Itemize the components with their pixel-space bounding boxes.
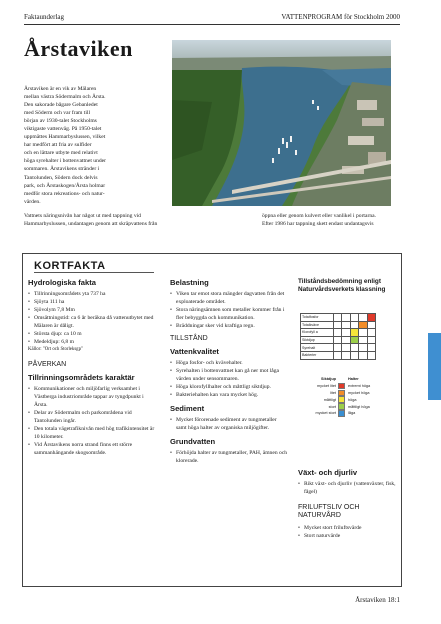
class-row-label: Syrehalt	[301, 344, 334, 352]
kortfakta-heading-text: KORTFAKTA	[34, 260, 106, 272]
class-legend	[300, 376, 396, 417]
hydro-title: Hydrologiska fakta	[28, 278, 96, 287]
tillrinn-item: • Delar av Södermalm och parkområdena vid Tantolunden ingår.	[28, 409, 156, 425]
vattenkvalitet-list	[170, 359, 288, 399]
class-row-label: Totalkväve	[301, 321, 334, 329]
sediment-item: • Mycket förorenade sediment av tungmetaller samt höga halter av organiska miljögifter.	[170, 416, 288, 432]
intro-line: med Söderm och var fram till	[24, 110, 91, 117]
aerial-photo	[172, 40, 391, 206]
class-cell	[350, 336, 358, 344]
class-row-label: Bakterier	[301, 351, 334, 359]
hydro-item: • Största djup: ca 10 m	[28, 330, 156, 338]
class-row	[301, 344, 376, 352]
vattenkvalitet-item: • Höga fosfor- och kvävehalter.	[170, 359, 288, 367]
header-program-title: VATTENPROGRAM för Stockholm 2000	[281, 13, 400, 21]
intro-text	[24, 85, 166, 206]
legend-row	[300, 396, 396, 403]
legend-row	[300, 403, 396, 410]
hydro-list	[28, 290, 156, 346]
class-cell	[350, 329, 358, 337]
grundvatten-item: • Förhöjda halter av tungmetaller, PAH, ämnen och klorerade.	[170, 449, 288, 465]
legend-left-label: mycket litet	[317, 384, 336, 389]
intro-line: höga syrehalter i bottenvattnet under	[24, 158, 107, 165]
class-cell	[359, 321, 367, 329]
vattenkvalitet-item: • Bakteriehalten kan vara mycket hög.	[170, 391, 288, 399]
header-divider	[24, 24, 400, 25]
hydro-source-note: Källor: "Ort och Storleksgp"	[28, 347, 83, 352]
class-row	[301, 336, 376, 344]
legend-right-title: Halter	[348, 377, 359, 382]
hydro-item: • Tillrinningsområdets yta 737 ha	[28, 290, 156, 298]
classification-table	[300, 313, 376, 360]
legend-row	[300, 390, 396, 397]
intro-line: viktigaste vattenväg. På 1950-talet	[24, 126, 102, 133]
body-line: Vattnets näringsnivån har något ut med tappning vid	[24, 213, 141, 219]
hydro-item: • Omsättningstid: ca 6 år beräkna då vattenutbytet med Mälaren är dåligt.	[28, 314, 156, 330]
body-text-left	[24, 212, 246, 228]
kortfakta-column-2	[170, 278, 288, 465]
legend-left-title: Siktdjup	[321, 377, 336, 382]
intro-line: uppmättes Hammarbyslussen, vilket	[24, 134, 106, 141]
body-line: Efter 1986 har tappning skett endast undantagsvis	[262, 221, 374, 228]
tillrinn-item: • Vid Årstavikens norra strand finns ett större sammanhängande skogsområde.	[28, 441, 156, 457]
hydro-item: • Sjövolym 7,8 Mm	[28, 306, 156, 314]
aerial-photo-image	[172, 40, 391, 206]
legend-swatch	[338, 410, 345, 417]
intro-line: sommaren. Årstavikens stränder i	[24, 166, 100, 173]
friluft-title: FRILUFTSLIV OCH NATURVÅRD	[298, 504, 360, 519]
legend-row	[300, 383, 396, 390]
friluft-list	[298, 524, 398, 540]
legend-right-label: extremt höga	[348, 384, 371, 389]
intro-line: värden.	[24, 198, 41, 205]
legend-swatch	[338, 396, 345, 403]
legend-left-label: måttligt	[323, 397, 336, 402]
hydro-item: • Sjöyta 111 ha	[28, 298, 156, 306]
tillrinn-title: Tillrinningsområdets karaktär	[28, 373, 135, 382]
belastning-item: • Stora näringsämnen som metaller kommer från i fler bebyggda och kommunikation.	[170, 306, 288, 322]
legend-swatch	[338, 390, 345, 397]
intro-line: och en lättare utbyte med relativt	[24, 150, 98, 157]
grundvatten-title: Grundvatten	[170, 437, 216, 446]
body-line: öppna eller genom kulvert eller vanlikel i portarna.	[262, 213, 377, 219]
class-cell	[367, 314, 375, 322]
kortfakta-column-3-lower	[298, 468, 398, 540]
legend-swatch	[338, 403, 345, 410]
belastning-list	[170, 290, 288, 330]
grundvatten-list	[170, 449, 288, 465]
class-row	[301, 314, 376, 322]
page-title: Årstaviken	[24, 36, 133, 61]
page-number: Årstaviken 18:1	[355, 596, 400, 604]
vaxt-title: Växt- och djurliv	[298, 468, 358, 477]
kortfakta-heading	[34, 256, 154, 273]
class-row	[301, 351, 376, 359]
class-row	[301, 321, 376, 329]
legend-swatch	[338, 383, 345, 390]
vattenkvalitet-item: • Syrehalten i bottenvattnet kan gå ner mot låga värden under sensommaren.	[170, 367, 288, 383]
legend-row	[300, 410, 396, 417]
friluft-item: • Mycket stort friluftsvärde	[298, 524, 398, 532]
legend-right-label: höga	[348, 397, 357, 402]
intro-line: början av 1930-talet Stockholms	[24, 118, 97, 125]
header-section-label: Faktaunderlag	[24, 13, 65, 21]
class-row-label: Klorofyll a	[301, 329, 334, 337]
vaxt-list	[298, 480, 398, 496]
vattenkvalitet-item: • Höga klorofyllhalter och måttligt siktdjup.	[170, 383, 288, 391]
vattenkvalitet-title: Vattenkvalitet	[170, 347, 219, 356]
tillstand-label: TILLSTÅND	[170, 335, 208, 342]
friluft-item: • Stort naturvärde	[298, 532, 398, 540]
sediment-list	[170, 416, 288, 432]
intro-line: medför stora rekreations- och natur-	[24, 190, 105, 197]
paverkan-label: PÅVERKAN	[28, 361, 67, 368]
belastning-item: • Bräddningar sker vid kraftiga regn.	[170, 322, 288, 330]
kortfakta-column-1	[28, 278, 156, 457]
legend-right-label: låga	[348, 411, 356, 416]
intro-line: Årstaviken är en vik av Mälaren	[24, 86, 97, 92]
intro-line: Den sakorade bågare Gebanledet	[24, 102, 98, 109]
legend-left-label: stort	[328, 404, 336, 409]
body-text-right	[262, 212, 402, 228]
class-row-label: Totalfosfor	[301, 314, 334, 322]
intro-line: har medfört att fria av sulfider	[24, 142, 92, 149]
bedomning-title: Tillståndsbedömning enligt Naturvårdsverkets klassning	[298, 278, 386, 293]
belastning-title: Belastning	[170, 278, 209, 287]
legend-left-label: mycket stort	[315, 411, 336, 416]
legend-right-label: mycket höga	[348, 390, 370, 395]
tillrinn-item: • Kommunikationer och miljöfarlig verksamhet i Västberga industriområde tappar av tyngdpunkt i Årsta.	[28, 385, 156, 409]
hydro-item: • Medeldjup: 6,8 m	[28, 338, 156, 346]
intro-line: park, och Årstaskogen/Årsta holmar	[24, 182, 106, 189]
body-line: Hammarbyslussen, undantagen genom att skräpvattens från	[24, 221, 158, 228]
legend-right-label: måttligt höga	[348, 404, 370, 409]
vaxt-item: • Rikt växt- och djurliv (vattenväxter, fisk, fågel)	[298, 480, 398, 496]
intro-line: mellan västra Södermalm och Årsta.	[24, 94, 106, 101]
section-tab-marker	[428, 333, 441, 400]
legend-left-label: litet	[330, 390, 336, 395]
kortfakta-column-3	[298, 278, 398, 293]
sediment-title: Sediment	[170, 404, 205, 413]
tillrinn-list	[28, 385, 156, 457]
tillrinn-item: • Den totala vägetrafiknivån med hög trafikintensitet är 10 kilometer.	[28, 425, 156, 441]
intro-line: Tantolunden, Södern dock delvis	[24, 174, 98, 181]
belastning-item: • Viken tar emot stora mängder dagvatten från det exploaterade området.	[170, 290, 288, 306]
class-row	[301, 329, 376, 337]
class-row-label: Siktdjup	[301, 336, 334, 344]
